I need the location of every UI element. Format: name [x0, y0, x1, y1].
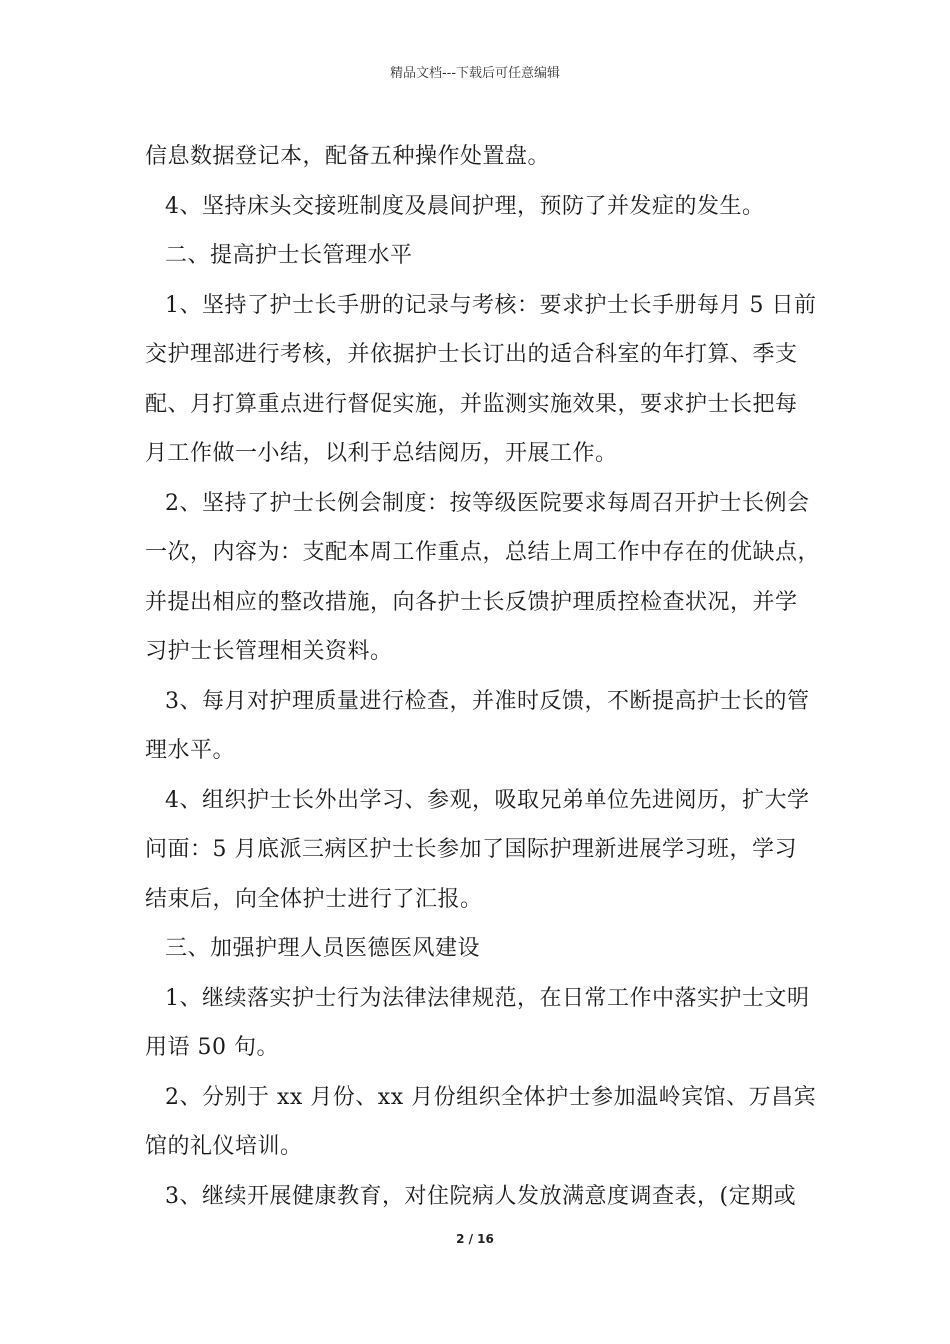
- text-line: 2、分别于 xx 月份、xx 月份组织全体护士参加温岭宾馆、万昌宾: [165, 1084, 817, 1110]
- section-heading: 二、提高护士长管理水平: [165, 243, 413, 268]
- text-line: 馆的礼仪培训。: [145, 1134, 303, 1159]
- text-line: 交护理部进行考核，并依据护士长订出的适合科室的年打算、季支: [145, 342, 798, 367]
- page-header: 精品文档---下载后可任意编辑: [389, 66, 561, 81]
- text-line: 1、继续落实护士行为法律法律规范，在日常工作中落实护士文明: [165, 985, 810, 1011]
- text-line: 2、坚持了护士长例会制度：按等级医院要求每周召开护士长例会: [165, 490, 810, 516]
- body-text: [145, 132, 821, 1221]
- page-number: 2 / 16: [456, 1232, 494, 1246]
- text-line: 1、坚持了护士长手册的记录与考核：要求护士长手册每月 5 日前: [165, 292, 817, 318]
- text-line: 4、坚持床头交接班制度及晨间护理，预防了并发症的发生。: [165, 193, 765, 219]
- section-heading: 三、加强护理人员医德医风建设: [165, 936, 481, 961]
- text-line: 并提出相应的整改措施，向各护士长反馈护理质控检查状况，并学: [145, 589, 798, 615]
- text-line: 3、每月对护理质量进行检查，并准时反馈，不断提高护士长的管: [165, 688, 810, 714]
- text-line: 4、组织护士长外出学习、参观，吸取兄弟单位先进阅历，扩大学: [165, 787, 810, 813]
- text-line: 理水平。: [145, 738, 236, 763]
- document-body: [145, 132, 821, 1221]
- text-line: 一次，内容为：支配本周工作重点，总结上周工作中存在的优缺点，: [145, 540, 821, 565]
- text-line: 月工作做一小结，以利于总结阅历，开展工作。: [145, 441, 618, 466]
- text-line: 结束后，向全体护士进行了汇报。: [145, 886, 483, 912]
- text-line: 信息数据登记本，配备五种操作处置盘。: [145, 144, 551, 169]
- text-line: 3、继续开展健康教育，对住院病人发放满意度调查表，(定期或: [165, 1183, 797, 1209]
- text-line: 用语 50 句。: [145, 1035, 279, 1060]
- text-line: 配、月打算重点进行督促实施，并监测实施效果，要求护士长把每: [145, 391, 798, 417]
- text-line: 问面：5 月底派三病区护士长参加了国际护理新进展学习班，学习: [145, 837, 797, 862]
- text-line: 习护士长管理相关资料。: [145, 639, 393, 664]
